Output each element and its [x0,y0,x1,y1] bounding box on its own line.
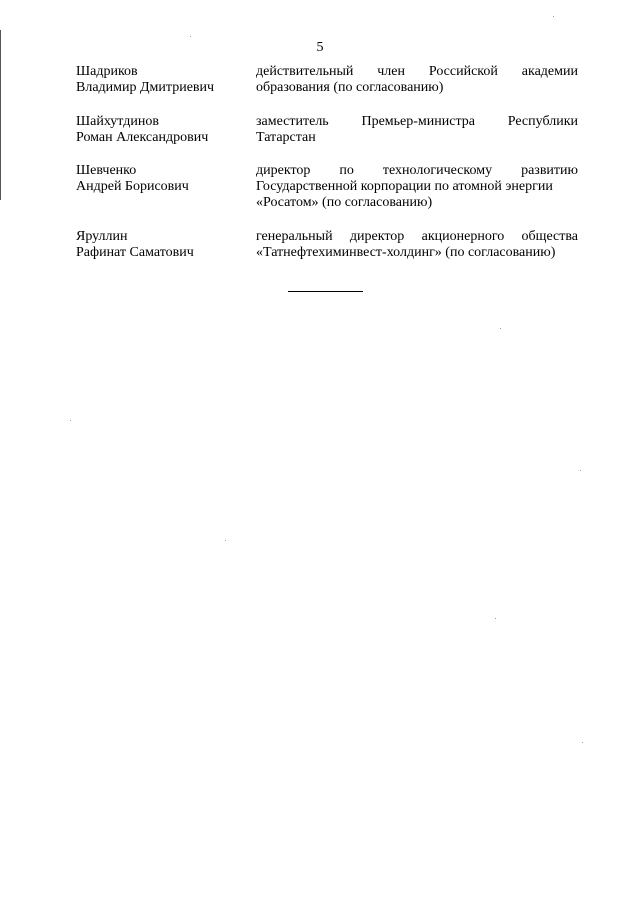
role-word: директор [256,163,311,178]
scan-speck [500,328,501,329]
role-word: акционерного [421,229,505,244]
role-word: «Татнефтехиминвест-холдинг» (по согласованию) [256,245,556,260]
page-number: 5 [316,40,324,55]
role-line [256,64,578,80]
member-name [76,163,246,195]
scan-speck [580,470,581,471]
member-given-names: Рафинат Саматович [76,245,194,260]
role-word: общества [521,229,578,244]
member-given-names: Андрей Борисович [76,179,189,194]
scan-speck [225,540,226,541]
role-line [256,163,578,179]
role-word: член [377,64,405,79]
role-line [256,195,578,211]
member-role [256,114,578,146]
member-surname: Яруллин [76,229,128,244]
role-word: технологическому [382,163,493,178]
scan-speck [70,420,71,421]
member-name [76,64,246,96]
scan-speck [495,618,496,619]
member-role [256,64,578,96]
role-line [256,114,578,130]
scan-speck [190,36,191,37]
role-word: Государственной корпорации по атомной энергии [256,179,553,194]
role-word: по [339,163,354,178]
end-rule [288,291,363,292]
member-name [76,229,246,261]
member-given-names: Роман Александрович [76,130,209,145]
role-word: Российской [428,64,498,79]
scan-speck [553,16,554,17]
scan-speck [582,742,583,743]
member-surname: Шевченко [76,163,137,178]
role-word: развитию [521,163,578,178]
role-word: заместитель [256,114,329,129]
member-given-names: Владимир Дмитриевич [76,80,215,95]
role-word: Татарстан [256,130,316,145]
role-word: генеральный [256,229,333,244]
member-role [256,229,578,261]
role-word: образования (по согласованию) [256,80,444,95]
role-word: директор [349,229,405,244]
role-line [256,80,578,96]
role-word: «Росатом» (по согласованию) [256,195,433,210]
role-word: академии [521,64,578,79]
role-line [256,130,578,146]
member-surname: Шайхутдинов [76,114,159,129]
member-name [76,114,246,146]
role-line [256,229,578,245]
role-word: действительный [256,64,354,79]
role-line [256,179,578,195]
role-word: Премьер-министра [361,114,475,129]
member-surname: Шадриков [76,64,138,79]
role-line [256,245,578,261]
role-word: Республики [507,114,578,129]
member-role [256,163,578,211]
